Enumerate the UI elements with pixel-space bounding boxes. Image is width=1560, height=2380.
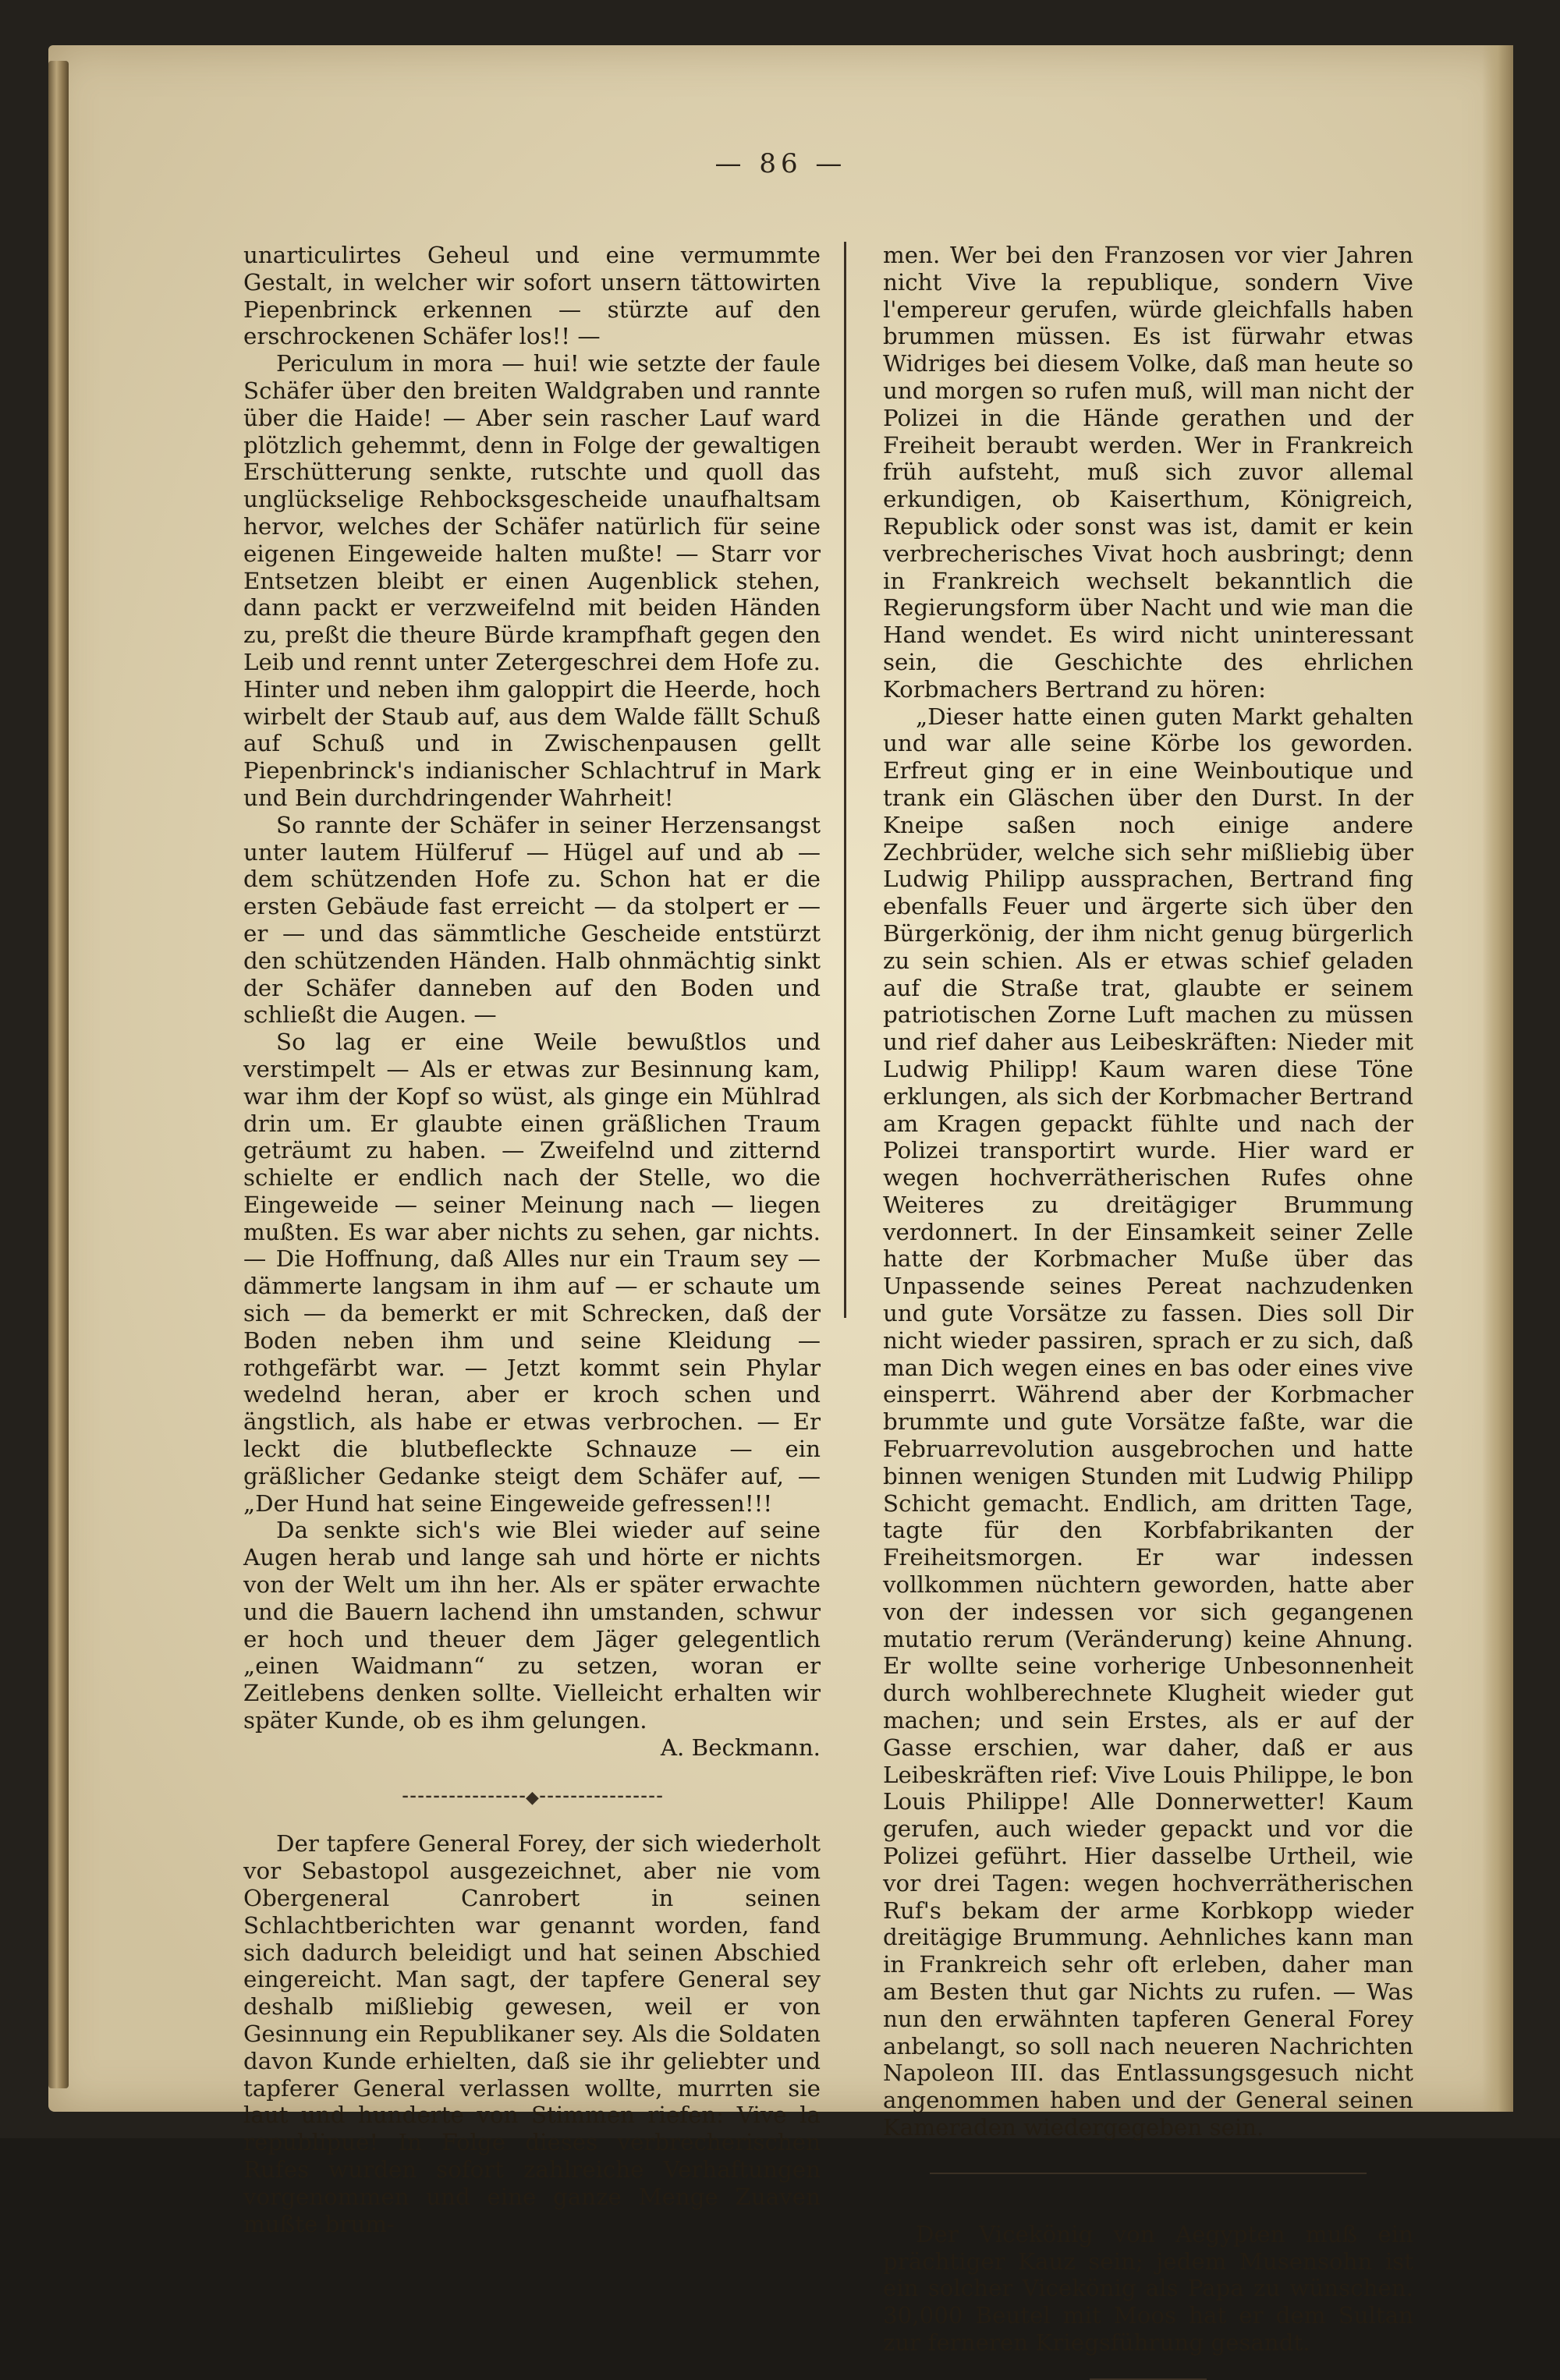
forey-article-paragraph: Der tapfere General Forey, der sich wiederholt vor Sebastopol ausgezeichnet, aber nie vom Obergeneral Canrobert in seinen Schlachtberichten war genannt worden, fand sich dadurch beleidigt und hat seinen Abschied eingereicht. Man sagt, der tapfere General sey deshalb mißliebig gewesen, weil er von Gesinnung ein Republikaner sey. Als die Soldaten davon Kunde erhielten, daß sie ihr geliebter und tapferer General verlassen wollte, murrten sie laut und hunderte von Stimmen riefen: Vive la republipue! In Folge dieses verbrecherischen Rufes wurden sofort zahlreiche Verhaftungen vorgenommen und eine ganze Menge Zuaven mußte brum- [243,1830,821,2237]
newspaper-page [48,45,1513,2356]
article-paragraph: men. Wer bei den Franzosen vor vier Jahren nicht Vive la republique, sondern Vive l'empereur gerufen, würde gleichfalls haben brummen müssen. Es ist fürwahr etwas Widriges bei diesem Volke, daß man heute so und morgen so rufen muß, will man nicht der Polizei in die Hände gerathen und der Freiheit beraubt werden. Wer in Frankreich früh aufsteht, muß sich zuvor allemal erkundigen, ob Kaiserthum, Königreich, Republick oder sonst was ist, damit er kein verbrecherisches Vivat hoch ausbringt; denn in Frankreich wechselt bekanntlich die Regierungsform über Nacht und wie man die Hand wendet. Es wird nicht uninteressant sein, die Geschichte des ehrlichen Korbmachers Bertrand zu hören: [883,242,1413,703]
story-paragraph: Periculum in mora — hui! wie setzte der faule Schäfer über den breiten Waldgraben und rannte über die Haide! — Aber sein rascher Lauf ward plötzlich gehemmt, denn in Folge der gewaltigen Erschütterung senkte, rutschte und quoll das unglückselige Rehbocksgescheide unaufhaltsam hervor, welches der Schäfer natürlich für seine eigenen Eingeweide halten mußte! — Starr vor Entsetzen bleibt er einen Augenblick stehen, dann packt er verzweifelnd mit beiden Händen zu, preßt die theure Bürde krampfhaft gegen den Leib und rennt unter Zetergeschrei dem Hofe zu. Hinter und neben ihm galoppirt die Heerde, hoch wirbelt der Staub auf, aus dem Walde fällt Schuß auf Schuß und in Zwischenpausen gellt Piepenbrinck's indianischer Schlachtruf in Mark und Bein durchdringender Wahrheit! [243,350,821,811]
section-divider [930,2173,1367,2174]
page-edge [1482,45,1513,2112]
column-rule [844,242,846,1318]
end-divider [1090,2378,1207,2380]
author-signature: A. Beckmann. [660,1734,821,1761]
left-column [243,242,821,2237]
right-column [883,242,1413,2380]
section-ornament: ⁃⁃⁃⁃⁃⁃⁃⁃⁃⁃⁃⁃⁃⁃⁃⁃◆⁃⁃⁃⁃⁃⁃⁃⁃⁃⁃⁃⁃⁃⁃⁃⁃ [401,1787,663,1808]
story-paragraph: unarticulirtes Geheul und eine vermummte Gestalt, in welcher wir sofort unsern tättowirten Piepenbrinck erkennen — stürzte auf den erschrockenen Schäfer los!! — [243,242,821,350]
story-paragraph: So rannte der Schäfer in seiner Herzensangst unter lautem Hülferuf — Hügel auf und ab — dem schützenden Hofe zu. Schon hat er die ersten Gebäude fast erreicht — da stolpert er — er — und das sämmtliche Gescheide entstürzt den schützenden Händen. Halb ohnmächtig sinkt der Schäfer danneben auf den Boden und schließt die Augen. — [243,811,821,1029]
binding-spine [48,61,69,2088]
article-paragraph: „Dieser hatte einen guten Markt gehalten und war alle seine Körbe los geworden. Erfreut ging er in eine Weinboutique und trank ein Gläschen über den Durst. In der Kneipe saßen noch einige andere Zechbrüder, welche sich sehr mißliebig über Ludwig Philipp aussprachen, Bertrand fing ebenfalls Feuer und ärgerte sich über den Bürgerkönig, der ihm nicht genug bürgerlich zu sein schien. Als er etwas schief geladen auf die Straße trat, glaubte er seinem patriotischen Zorne Luft machen zu müssen und rief daher aus Leibeskräften: Nieder mit Ludwig Philipp! Kaum waren diese Töne erklungen, als sich der Korbmacher Bertrand am Kragen gepackt fühlte und nach der Polizei transportirt wurde. Hier ward er wegen hochverrätherischen Rufes ohne Weiteres zu dreitägiger Brummung verdonnert. In der Einsamkeit seiner Zelle hatte der Korbmacher Muße über das Unpassende seines Pereat nachzudenken und gute Vorsätze zu fassen. Dies soll Dir nicht wieder passiren, sprach er zu sich, daß man Dich wegen eines en bas oder eines vive einsperrt. Während aber der Korbmacher brummte und gute Vorsätze faßte, war die Februarrevolution ausgebrochen und hatte binnen wenigen Stunden mit Ludwig Philipp Schicht gemacht. Endlich, am dritten Tage, tagte für den Korbfabrikanten der Freiheitsmorgen. Er war indessen vollkommen nüchtern geworden, hatte aber von der indessen vor sich gegangenen mutatio rerum (Veränderung) keine Ahnung. Er wollte seine vorherige Unbesonnenheit durch wohlberechnete Klugheit wieder gut machen; und sein Erstes, als er auf der Gasse erschien, war daher, daß er aus Leibeskräften rief: Vive Louis Philippe, le bon Louis Philippe! Alle Donnerwetter! Kaum gerufen, auch wieder gepackt und vor die Polizei geführt. Hier dasselbe Urtheil, wie vor drei Tagen: wegen hochverrätherischen Ruf's bekam der arme Korbkopp wieder dreitägige Brummung. Aehnliches kann man in Frankreich sehr oft erleben, daher man am Besten thut gar Nichts zu rufen. — Was nun den erwähnten tapferen General Forey anbelangt, so soll nach neueren Nachrichten Napoleon III. das Entlassungsgesuch nicht angenommen haben und der General seinen Kameraden wiedergegeben sein. [883,703,1413,2141]
story-paragraph: So lag er eine Weile bewußtlos und verstimpelt — Als er etwas zur Besinnung kam, war ihm der Kopf so wüst, als ginge ein Mühlrad drin um. Er glaubte einen gräßlichen Traum geträumt zu haben. — Zweifelnd und zitternd schielte er endlich nach der Stelle, wo die Eingeweide — seiner Meinung nach — liegen mußten. Es war aber nichts zu sehen, gar nichts. — Die Hoffnung, daß Alles nur ein Traum sey — dämmerte langsam in ihm auf — er schaute um sich — da bemerkt er mit Schrecken, daß der Boden neben ihm und seine Kleidung — rothgefärbt war. — Jetzt kommt sein Phylar wedelnd heran, aber er kroch schen und ängstlich, als habe er etwas verbrochen. — Er leckt die blutbefleckte Schnauze — ein gräßlicher Gedanke steigt dem Schäfer auf, — „Der Hund hat seine Eingeweide gefressen!!! [243,1029,821,1517]
page-number: — 86 — [714,148,847,179]
viceroy-note: Der Vicekönig von Aegypten muß ein prächtiger Kauz sein; jedem Musensohn ist ein solcher Vicekönig als Papa zu wünschen. 30,000 Beutel mit Moos hat er dem Sultan zur ferneren Kriegsführung gesandt. [883,2220,1413,2356]
story-paragraph: Da senkte sich's wie Blei wieder auf seine Augen herab und lange sah und hörte er nichts von der Welt um ihn her. Als er später erwachte und die Bauern lachend ihn umstanden, schwur er hoch und theuer dem Jäger gelegentlich „einen Waidmann“ zu setzen, woran er Zeitlebens denken sollte. Vielleicht erhalten wir später Kunde, ob es ihm gelungen. [243,1517,821,1734]
